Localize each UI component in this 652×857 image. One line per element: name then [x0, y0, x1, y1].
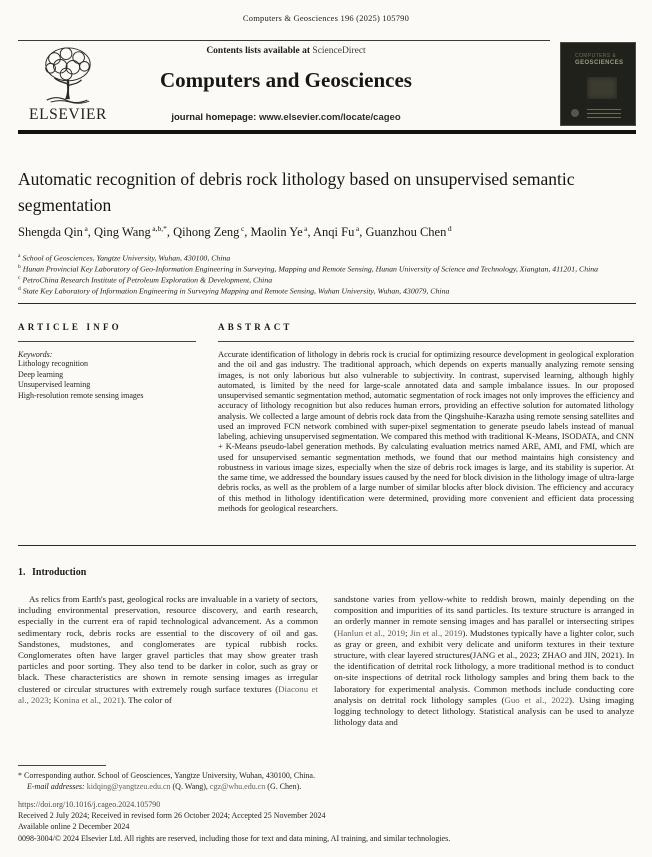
author-name: Shengda Qin: [18, 225, 83, 240]
journal-title: Computers and Geosciences: [160, 68, 412, 92]
citation-link[interactable]: Guo et al., 2022: [504, 694, 570, 705]
citation-link[interactable]: Konina et al., 2021: [53, 694, 121, 705]
abstract-bottom-divider: [18, 545, 636, 546]
homepage-line: [96, 112, 476, 123]
email-addresses-line: [18, 782, 634, 793]
affiliation-sup: d: [18, 286, 21, 292]
doi-link[interactable]: https://doi.org/10.1016/j.cageo.2024.105790: [18, 800, 161, 809]
author-sep: ,: [244, 225, 251, 240]
author: [251, 225, 314, 239]
cover-image-patch: [587, 77, 617, 99]
affiliation-text: PetroChina Research Institute of Petroleum Exploration & Development, China: [22, 275, 273, 285]
abstract-column: [218, 322, 634, 513]
author-sep: ,: [307, 225, 314, 240]
author: [313, 225, 365, 239]
keywords-label: Keywords:: [18, 350, 53, 359]
affiliation-sup: a: [18, 253, 21, 259]
available-online-line: Available online 2 December 2024: [18, 822, 130, 832]
author-name: Qing Wang: [94, 225, 151, 240]
citation-link[interactable]: Hanlun et al., 2019: [336, 627, 406, 638]
elsevier-tree-icon: [39, 45, 97, 105]
doi-line: [18, 799, 634, 810]
body-text: As relics from Earth's past, geological rocks are invaluable in a variety of sectors, including environmental preservation, resource discovery, and earth research, especially in the current era of rapid technological advancement. As a common sedimentary rock, debris rocks are essential to the discovery of oil and gas. Sandstones, mudstones, and conglomerates are typical rubbish rocks. Conglomerates often have larger gravel particles that may show greater trash particles and poor sorting. They also tend to be darker in color, such as gray or black. These characteristics are shown in remote sensing images as irregular clustered or circular structures with extremely rough surface textures (: [18, 594, 318, 694]
author: [173, 225, 250, 239]
author-sup: a,b,*: [152, 224, 167, 233]
affiliations: [18, 252, 618, 296]
intro-paragraph-left: [18, 594, 318, 706]
elsevier-logo-text: ELSEVIER: [29, 106, 107, 123]
affiliation-text: State Key Laboratory of Information Engineering in Surveying Mapping and Remote Sensing, Wuhan University, Wuhan, 430079, China: [22, 286, 450, 296]
copyright-line: 0098-3004/© 2024 Elsevier Ltd. All rights are reserved, including those for text and data mining, AI training, and similar technologies.: [18, 833, 451, 843]
affiliation-text: Hunan Provincial Key Laboratory of Geo-Information Engineering in Surveying, Mapping and Remote Sensing, Hunan University of Science and Technology, Xiangtan, 411201, China: [22, 264, 599, 274]
author-name: Maolin Ye: [250, 225, 303, 240]
author-name: Qihong Zeng: [173, 225, 240, 240]
cover-title-line1: COMPUTERS &: [575, 53, 617, 59]
email-suffix: (Q. Wang),: [170, 781, 210, 791]
affiliation-text: School of Geosciences, Yangtze University, Wuhan, 430100, China: [22, 253, 231, 263]
affiliation: [18, 252, 618, 263]
author-name: Anqi Fu: [313, 225, 355, 240]
abstract-text: Accurate identification of lithology in debris rock is crucial for optimizing resource development in geological exploration and the oil and gas industry. The traditional approach, which depends on experts manually analyzing remote sensing images, is not only laborious but also vulnerable to subjectivity. In contrast, supervised learning, although highly automated, is limited by the need for large-scale annotated data and sample imbalance issues. In our proposed unsupervised semantic segmentation method, automatic segmentation of rock images not only improves the efficiency and accuracy of lithology recognition but also reduces human errors, providing an effective solution for automated lithology analysis. We collected a large amount of debris rock data from the Qingshuihe-Karazha using remote sensing satellites and used an improved FCN network combined with super-pixel segmentation to generate pseudo labels instead of manual labeling, achieving unsupervised segmentation. We compared this method with traditional K-Means, ISODATA, and CNN + K-Means pseudo-label generation methods. By calculating evaluation metrics named ARE, AMI, and FMI, which are used for unsupervised semantic segmentation methods, we found that our method maintains high consistency and robustness in various image sizes, especially when the size of debris rock images is large, and its stability is superior. At the same time, we addressed the boundary issues caused by the need for block division in the lithology image of ultra-large debris rocks, as well as the problem of a large number of similar blocks after block division. The efficiency and accuracy of this method in lithology identification were determined, providing more convenient and efficient data processing methods for geological researchers.: [218, 349, 634, 513]
affiliation: [18, 274, 618, 285]
body-text: sandstone varies from yellow-white to reddish brown, mainly depending on the composition and impurities of its sand particles. Its texture structure is arranged in an orderly manner in remote sensing images and has parallel or intersecting stripes (: [334, 594, 634, 638]
section-heading-introduction: 1. Introduction: [18, 567, 87, 578]
affiliation: [18, 285, 618, 296]
abstract-heading: ABSTRACT: [218, 322, 293, 332]
header-bottom-rule: [18, 130, 636, 134]
running-head: Computers & Geosciences 196 (2025) 105790: [242, 13, 410, 23]
email-link-wang[interactable]: kidqing@yangtzeu.edu.cn: [86, 781, 171, 791]
footnote-block: [18, 771, 634, 792]
intro-paragraph-right: [334, 594, 634, 728]
author: [94, 225, 173, 239]
article-title: Automatic recognition of debris rock lithology based on unsupervised semantic segmentation: [18, 169, 575, 215]
body-text: ). Mudstones typically have a lighter color, such as gray or green, and exhibit very delicate and uniform textures in their texture structure, with clear layered structures(JANG et al., 2023; ZHAO and JIN, 2021). In the identification of detrital rock lithology, a more traditional method is to conduct on-site inspections of detrital rock lithology samples and bring them back to the laboratory for experimental analysis. Common methods include conducting core analysis on detrital rock lithology samples (: [334, 627, 635, 705]
author-list: [18, 224, 634, 240]
contents-label: Contents lists available at: [206, 46, 313, 56]
cover-globe-icon: [571, 109, 579, 117]
article-info-heading-rule: [18, 341, 196, 342]
journal-homepage-link[interactable]: www.elsevier.com/locate/cageo: [258, 112, 401, 123]
abstract-heading-rule: [218, 341, 634, 342]
affiliation: [18, 263, 618, 274]
contents-line: [96, 46, 476, 56]
received-line: Received 2 July 2024; Received in revised form 26 October 2024; Accepted 25 November 2024: [18, 811, 326, 821]
author: [365, 225, 451, 239]
body-text: ;: [405, 627, 410, 638]
keyword: Lithology recognition: [18, 359, 88, 368]
footer-block: [18, 799, 634, 844]
author-sep: ,: [87, 225, 95, 240]
corresponding-author-note: * Corresponding author. School of Geosciences, Yangtze University, Wuhan, 430100, China.: [18, 771, 315, 780]
author-name: Guanzhou Chen: [365, 225, 447, 240]
email-label: E-mail addresses:: [27, 781, 85, 791]
citation-link[interactable]: Jin et al., 2019: [409, 627, 463, 638]
footnote-divider: [18, 765, 106, 766]
author-sup: a: [84, 224, 88, 233]
homepage-label: journal homepage:: [171, 112, 259, 123]
keyword: High-resolution remote sensing images: [18, 390, 144, 400]
body-text: ). Using imaging logging technology to detect lithology. Statistical analysis can be used to analyze lithology data and: [334, 694, 634, 728]
article-info-heading: ARTICLE INFO: [18, 322, 122, 332]
article-info-column: [18, 322, 196, 401]
sciencedirect-link[interactable]: ScienceDirect: [312, 46, 366, 56]
keyword: Deep learning: [18, 369, 64, 379]
affiliation-sup: c: [18, 275, 21, 281]
keyword: Unsupervised learning: [18, 380, 91, 389]
citation-link[interactable]: Diaconu et al., 2023: [18, 683, 318, 705]
author-sup: c: [240, 224, 245, 233]
cover-editor-lines: [587, 106, 621, 118]
author-sep: ,: [359, 225, 366, 240]
journal-cover-thumbnail[interactable]: [560, 42, 636, 126]
affiliations-divider: [18, 303, 636, 304]
author: [18, 225, 94, 239]
email-link-chen[interactable]: cgz@whu.edu.cn: [209, 781, 266, 791]
email-suffix: (G. Chen).: [265, 781, 302, 791]
author-sup: a: [355, 224, 360, 233]
header-top-rule: [18, 40, 550, 41]
affiliation-sup: b: [18, 264, 21, 270]
author-sep: ,: [166, 225, 174, 240]
author-sup: d: [447, 224, 452, 233]
author-sup: a: [304, 224, 308, 233]
body-text: ;: [48, 694, 54, 705]
body-text: ). The color of: [120, 694, 172, 705]
journal-masthead: [96, 46, 476, 123]
cover-title-line2: GEOSCIENCES: [575, 60, 624, 66]
